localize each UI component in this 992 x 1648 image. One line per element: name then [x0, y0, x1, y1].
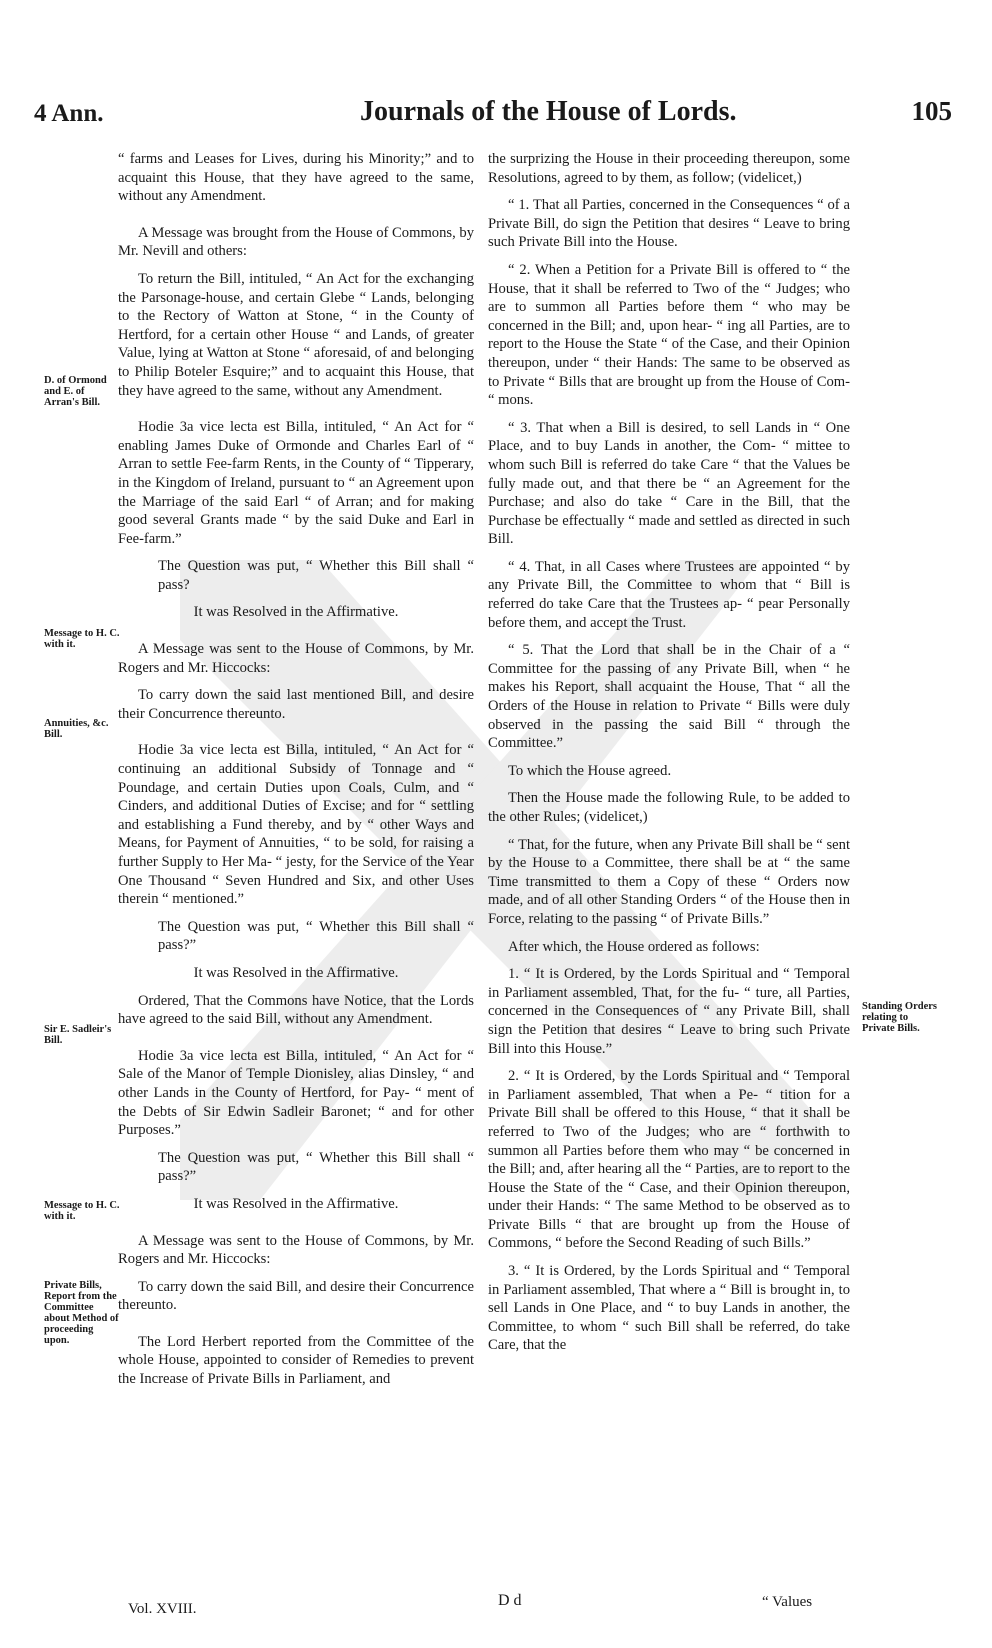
- paragraph: A Message was sent to the House of Commons, by Mr. Rogers and Mr. Hiccocks:: [118, 1232, 474, 1268]
- paragraph: It was Resolved in the Affirmative.: [193, 964, 399, 981]
- paragraph: Hodie 3a vice lecta est Billa, intituled, “ An Act for “ Sale of the Manor of Temple Dionisley, alias Dinsley, “ and other Lands in the County of Hertford, for Pay- “ ment of the Debts of Sir Edwin Sadleir Baronet; “ and for other Purposes.”: [118, 1047, 474, 1139]
- margin-note: Annuities, &c. Bill.: [44, 718, 109, 740]
- paragraph: “ 2. When a Petition for a Private Bill is offered to “ the House, that it shall be referred to Two of the “ Judges; who are to summon all Parties before them “ who may be concerned in the Bill; and, upon hear- “ ing all Parties, are to report to the House the State “ of the Case, and their Opinion thereupon, under “ their Hands: The same to be observed as to Private “ Bills that are brought up from the House of Com- “ mons.: [488, 261, 850, 409]
- paragraph: 3. “ It is Ordered, by the Lords Spiritual and “ Temporal in Parliament assembled, That where a “ Bill is brought in, to sell Lands in One Place, and “ to buy Lands in another, the Committee, to whom “ such Bill shall be referred, do take Care, that the: [488, 1263, 850, 1354]
- margin-note: Message to H. C. with it.: [44, 1200, 120, 1222]
- page-title: Journals of the House of Lords.: [360, 96, 737, 127]
- paragraph: the surprizing the House in their proceeding thereupon, some Resolutions, agreed to by them, as follow; (videlicet,): [488, 151, 850, 186]
- margin-note: Message to H. C. with it.: [44, 628, 120, 650]
- paragraph: To carry down the said last mentioned Bill, and desire their Concurrence thereunto.: [118, 687, 474, 722]
- paragraph: To which the House agreed.: [508, 762, 672, 779]
- paragraph: “ 4. That, in all Cases where Trustees are appointed “ by any Private Bill, the Committee to whom that “ Bill is referred do take Care that the Trustees ap- “ pear Personally before them, and accept the Trust.: [488, 558, 850, 631]
- paragraph: It was Resolved in the Affirmative.: [193, 1195, 399, 1212]
- paragraph: “ farms and Leases for Lives, during his Minority;” and to acquaint this House, that they have agreed to the same, without any Amendment.: [118, 151, 474, 205]
- paragraph: To return the Bill, intituled, “ An Act for the exchanging the Parsonage-house, and certain Glebe “ Lands, belonging to the Rectory of Watton at Stone, “ in the County of Hertford, for a certain other House “ and Lands, of greater Value, lying at Watton at Stone “ aforesaid, of and belonging to Philip Boteler Esquire;” and to acquaint this House, that they have agreed to the same, without any Amendment.: [118, 270, 474, 399]
- paragraph: The Question was put, “ Whether this Bill shall “ pass?”: [158, 1149, 474, 1185]
- paragraph: “ That, for the future, when any Private Bill shall be “ sent by the House to a Committee, there shall be at “ the same Time transmitted to them a Copy of these “ Orders now made, and of all other Standing Orders “ of the House then in Force, relating to the passing “ of Private Bills.”: [488, 836, 850, 927]
- page-number: 105: [911, 96, 952, 126]
- paragraph: It was Resolved in the Affirmative.: [193, 604, 399, 621]
- margin-note: Standing Orders relating to Private Bills.: [862, 1001, 937, 1034]
- paragraph: “ 3. That when a Bill is desired, to sell Lands in “ One Place, and to buy Lands in another, the Com- “ mittee to whom such Bill is referred do take Care “ that the Values be fully made out, and that there be “ an Agreement for the Purchase; and also do take “ Care in the Bill, that the Purchase be effectually “ made and settled as directed in such Bill.: [488, 419, 850, 548]
- signature-mark: D d: [498, 1592, 522, 1609]
- margin-note: Private Bills, Report from the Committee about Method of proceeding upon.: [44, 1280, 119, 1346]
- paragraph: The Question was put, “ Whether this Bill shall “ pass?: [158, 558, 474, 593]
- paragraph: The Question was put, “ Whether this Bill shall “ pass?”: [158, 918, 474, 954]
- paragraph: 1. “ It is Ordered, by the Lords Spiritual and “ Temporal in Parliament assembled, That, for the fu- “ ture, all Parties, concerned in the Consequences of “ any Private Bill, shall sign the Petition that desires “ Leave to bring such Private Bill into this House.”: [488, 966, 850, 1057]
- right-column: [488, 150, 850, 1364]
- margin-note: D. of Ormond and E. of Arran's Bill.: [44, 375, 107, 408]
- paragraph: “ 5. That the Lord that shall be in the Chair of a “ Committee for the passing of any Private Bill, when “ he makes his Report, shall acquaint the House, That “ all the Orders of the House in relation to Private “ Bills were duly observed in the passing the said Bill “ through the Committee.”: [488, 642, 850, 752]
- paragraph: Hodie 3a vice lecta est Billa, intituled, “ An Act for “ enabling James Duke of Ormonde and Charles Earl of “ Arran to settle Fee-farm Rents, in the County of “ Tipperary, in the Kingdom of Ireland, pursuant to “ an Agreement upon the Marriage of the said Earl “ of Arran; and for making good several Grants made “ by the said Duke and Earl in Fee-farm.”: [118, 419, 474, 547]
- paragraph: Hodie 3a vice lecta est Billa, intituled, “ An Act for “ continuing an additional Subsidy of Tonnage and “ Poundage, and certain Duties upon Coals, Culm, and “ Cinders, and additional Duties of Excise; and for “ settling and establishing a Fund thereby, and by “ other Ways and Means, for Payment of Annuities, “ to be sold, for raising a further Supply to Her Ma- “ jesty, for the Service of the Year One Thousand “ Seven Hundred and Six, and other Uses therein “ mentioned.”: [118, 742, 474, 908]
- catchword: “ Values: [762, 1594, 813, 1610]
- paragraph: 2. “ It is Ordered, by the Lords Spiritual and “ Temporal in Parliament assembled, That when a Pe- “ tition for a Private Bill shall be offered to this House, “ that it shall be referred to Two of the Judges; who are “ forthwith to summon all Parties before them who may “ be concerned in the Bill; and, after hearing all the “ Parties, are to report to the House the State of the “ Case, and their Opinion thereupon, under their Hands: “ The same Method to be observed as to Private Bills “ that are brought up from the House of Commons, “ before the Second Reading of such Bills.”: [488, 1068, 850, 1252]
- paragraph: To carry down the said Bill, and desire their Concurrence thereunto.: [118, 1278, 474, 1314]
- regnal-year: 4 Ann.: [34, 100, 104, 127]
- paragraph: Ordered, That the Commons have Notice, that the Lords have agreed to the said Bill, without any Amendment.: [118, 992, 474, 1028]
- paragraph: A Message was sent to the House of Commons, by Mr. Rogers and Mr. Hiccocks:: [118, 641, 474, 676]
- paragraph: Then the House made the following Rule, to be added to the other Rules; (videlicet,): [488, 790, 850, 825]
- paragraph: “ 1. That all Parties, concerned in the Consequences “ of a Private Bill, do sign the Petition that desires “ Leave to bring such Private Bill into the House.: [488, 197, 850, 251]
- volume-label: Vol. XVIII.: [128, 1601, 197, 1617]
- left-column: [118, 150, 474, 1398]
- paragraph: After which, the House ordered as follows:: [508, 938, 760, 955]
- paragraph: A Message was brought from the House of Commons, by Mr. Nevill and others:: [118, 224, 474, 260]
- margin-note: Sir E. Sadleir's Bill.: [44, 1024, 112, 1046]
- paragraph: The Lord Herbert reported from the Committee of the whole House, appointed to consider of Remedies to prevent the Increase of Private Bills in Parliament, and: [118, 1333, 474, 1388]
